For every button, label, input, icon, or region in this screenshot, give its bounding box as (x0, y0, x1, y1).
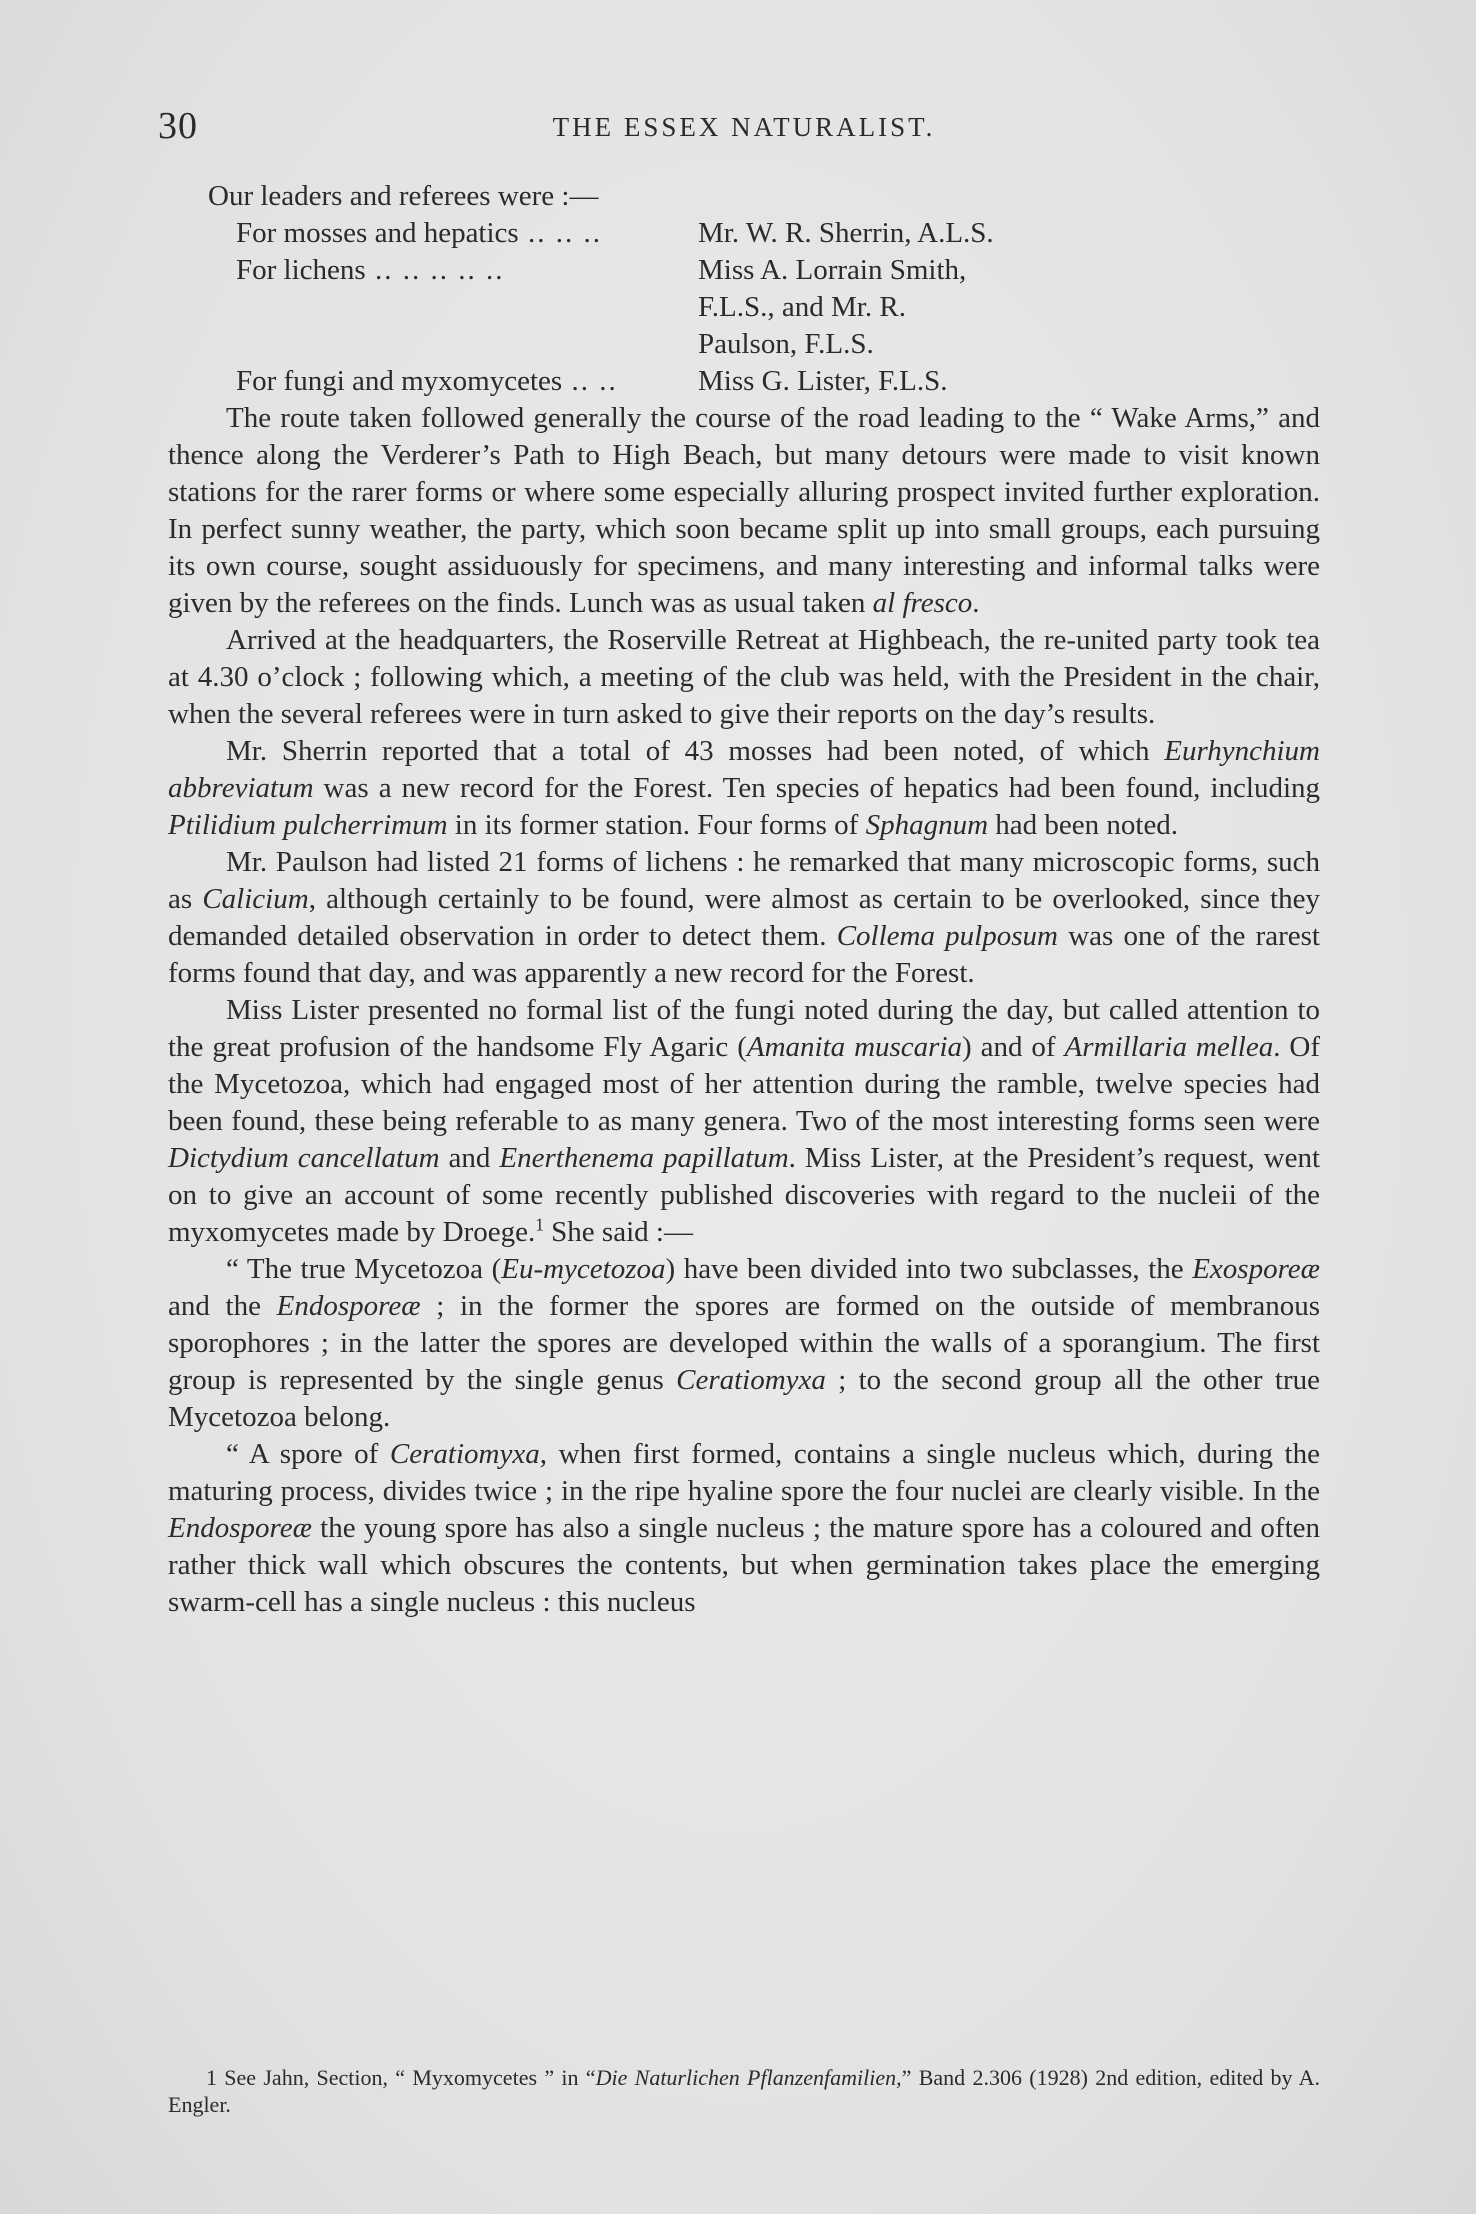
page-header (158, 104, 1330, 150)
leader-name: Miss G. Lister, F.L.S. (698, 365, 948, 397)
paragraph-headquarters: Arrived at the headquarters, the Roserville Retreat at Highbeach, the re-united party took tea at 4.30 o’clock ; following which, a meeting of the club was held, with the President in the chair, when the several referees were in turn asked to give their reports on the day’s results. (168, 624, 1320, 730)
paragraph-lister-report: Miss Lister presented no formal list of the fungi noted during the day, but called attention to the great profusion of the handsome Fly Agaric (Amanita muscaria) and of Armillaria mellea. Of the Mycetozoa, which had engaged most of her attention during the ramble, twelve species had been found, these being referable to as many genera. Two of the most interesting forms seen were Dictydium cancellatum and Enerthenema papillatum. Miss Lister, at the President’s request, went on to give an account of some recently published discoveries with regard to the nucleii of the myxomycetes made by Droege.$^1$ She said :— (168, 994, 1321, 1248)
leader-name: Mr. W. R. Sherrin, A.L.S. (698, 217, 994, 249)
leader-row-mosses (168, 215, 1320, 252)
leader-row-lichens (168, 252, 1320, 363)
paragraph-route: The route taken followed generally the course of the road leading to the “ Wake Arms,” and thence along the Verderer’s Path to High Beach, but many detours were made to visit known stations for the rarer forms or where some especially alluring prospect invited further exploration. In perfect sunny weather, the party, which soon became split up into small groups, each pursuing its own course, sought assiduously for specimens, and many interesting and informal talks were given by the referees on the finds. Lunch was as usual taken al fresco. (168, 402, 1320, 619)
body-text (168, 178, 1320, 1621)
paragraph-paulson-report: Mr. Paulson had listed 21 forms of lichens : he remarked that many microscopic forms, such as Calicium, although certainly to be found, were almost as certain to be overlooked, since they demanded detailed observation in order to detect them. Collema pulposum was one of the rarest forms found that day, and was apparently a new record for the Forest. (168, 846, 1320, 989)
leader-row-fungi (168, 363, 1320, 400)
leader-label: For mosses and hepatics .. .. .. (236, 217, 602, 249)
paragraph-mycetozoa-subclasses: “ The true Mycetozoa (Eu-mycetozoa) have been divided into two subclasses, the Exosporeæ and the Endosporeæ ; in the former the spores are formed on the outside of membranous sporophores ; in the latter the spores are developed within the walls of a sporangium. The first group is represented by the single genus Ceratiomyxa ; to the second group all the other true Mycetozoa belong. (168, 1253, 1320, 1433)
paragraph-ceratiomyxa-spore: “ A spore of Ceratiomyxa, when first formed, contains a single nucleus which, during the maturing process, divides twice ; in the ripe hyaline spore the four nuclei are clearly visible. In the Endosporeæ the young spore has also a single nucleus ; the mature spore has a coloured and often rather thick wall which obscures the contents, but when germination takes place the emerging swarm-cell has a single nucleus : this nucleus (168, 1438, 1320, 1618)
leader-label: For lichens .. .. .. .. .. (236, 254, 505, 286)
footnote-reference: 1 (535, 1214, 544, 1235)
leader-name: Miss A. Lorrain Smith, F.L.S., and Mr. R. Paulson, F.L.S. (698, 254, 967, 360)
leaders-intro: Our leaders and referees were :— (208, 180, 599, 212)
page-number: 30 (158, 105, 198, 147)
running-title: THE ESSEX NATURALIST. (552, 112, 936, 142)
paragraph-sherrin-report: Mr. Sherrin reported that a total of 43 mosses had been noted, of which Eurhynchium abbreviatum was a new record for the Forest. Ten species of hepatics had been found, including Ptilidium pulcherrimum in its former station. Four forms of Sphagnum had been noted. (168, 735, 1320, 841)
leader-label: For fungi and myxomycetes .. .. (236, 365, 618, 397)
footnote: 1 See Jahn, Section, “ Myxomycetes ” in “Die Naturlichen Pflanzenfamilien,” Band 2.306 (1928) 2nd edition, edited by A. Engler. (168, 2065, 1320, 2117)
footnote-marker: 1 (206, 2065, 217, 2090)
